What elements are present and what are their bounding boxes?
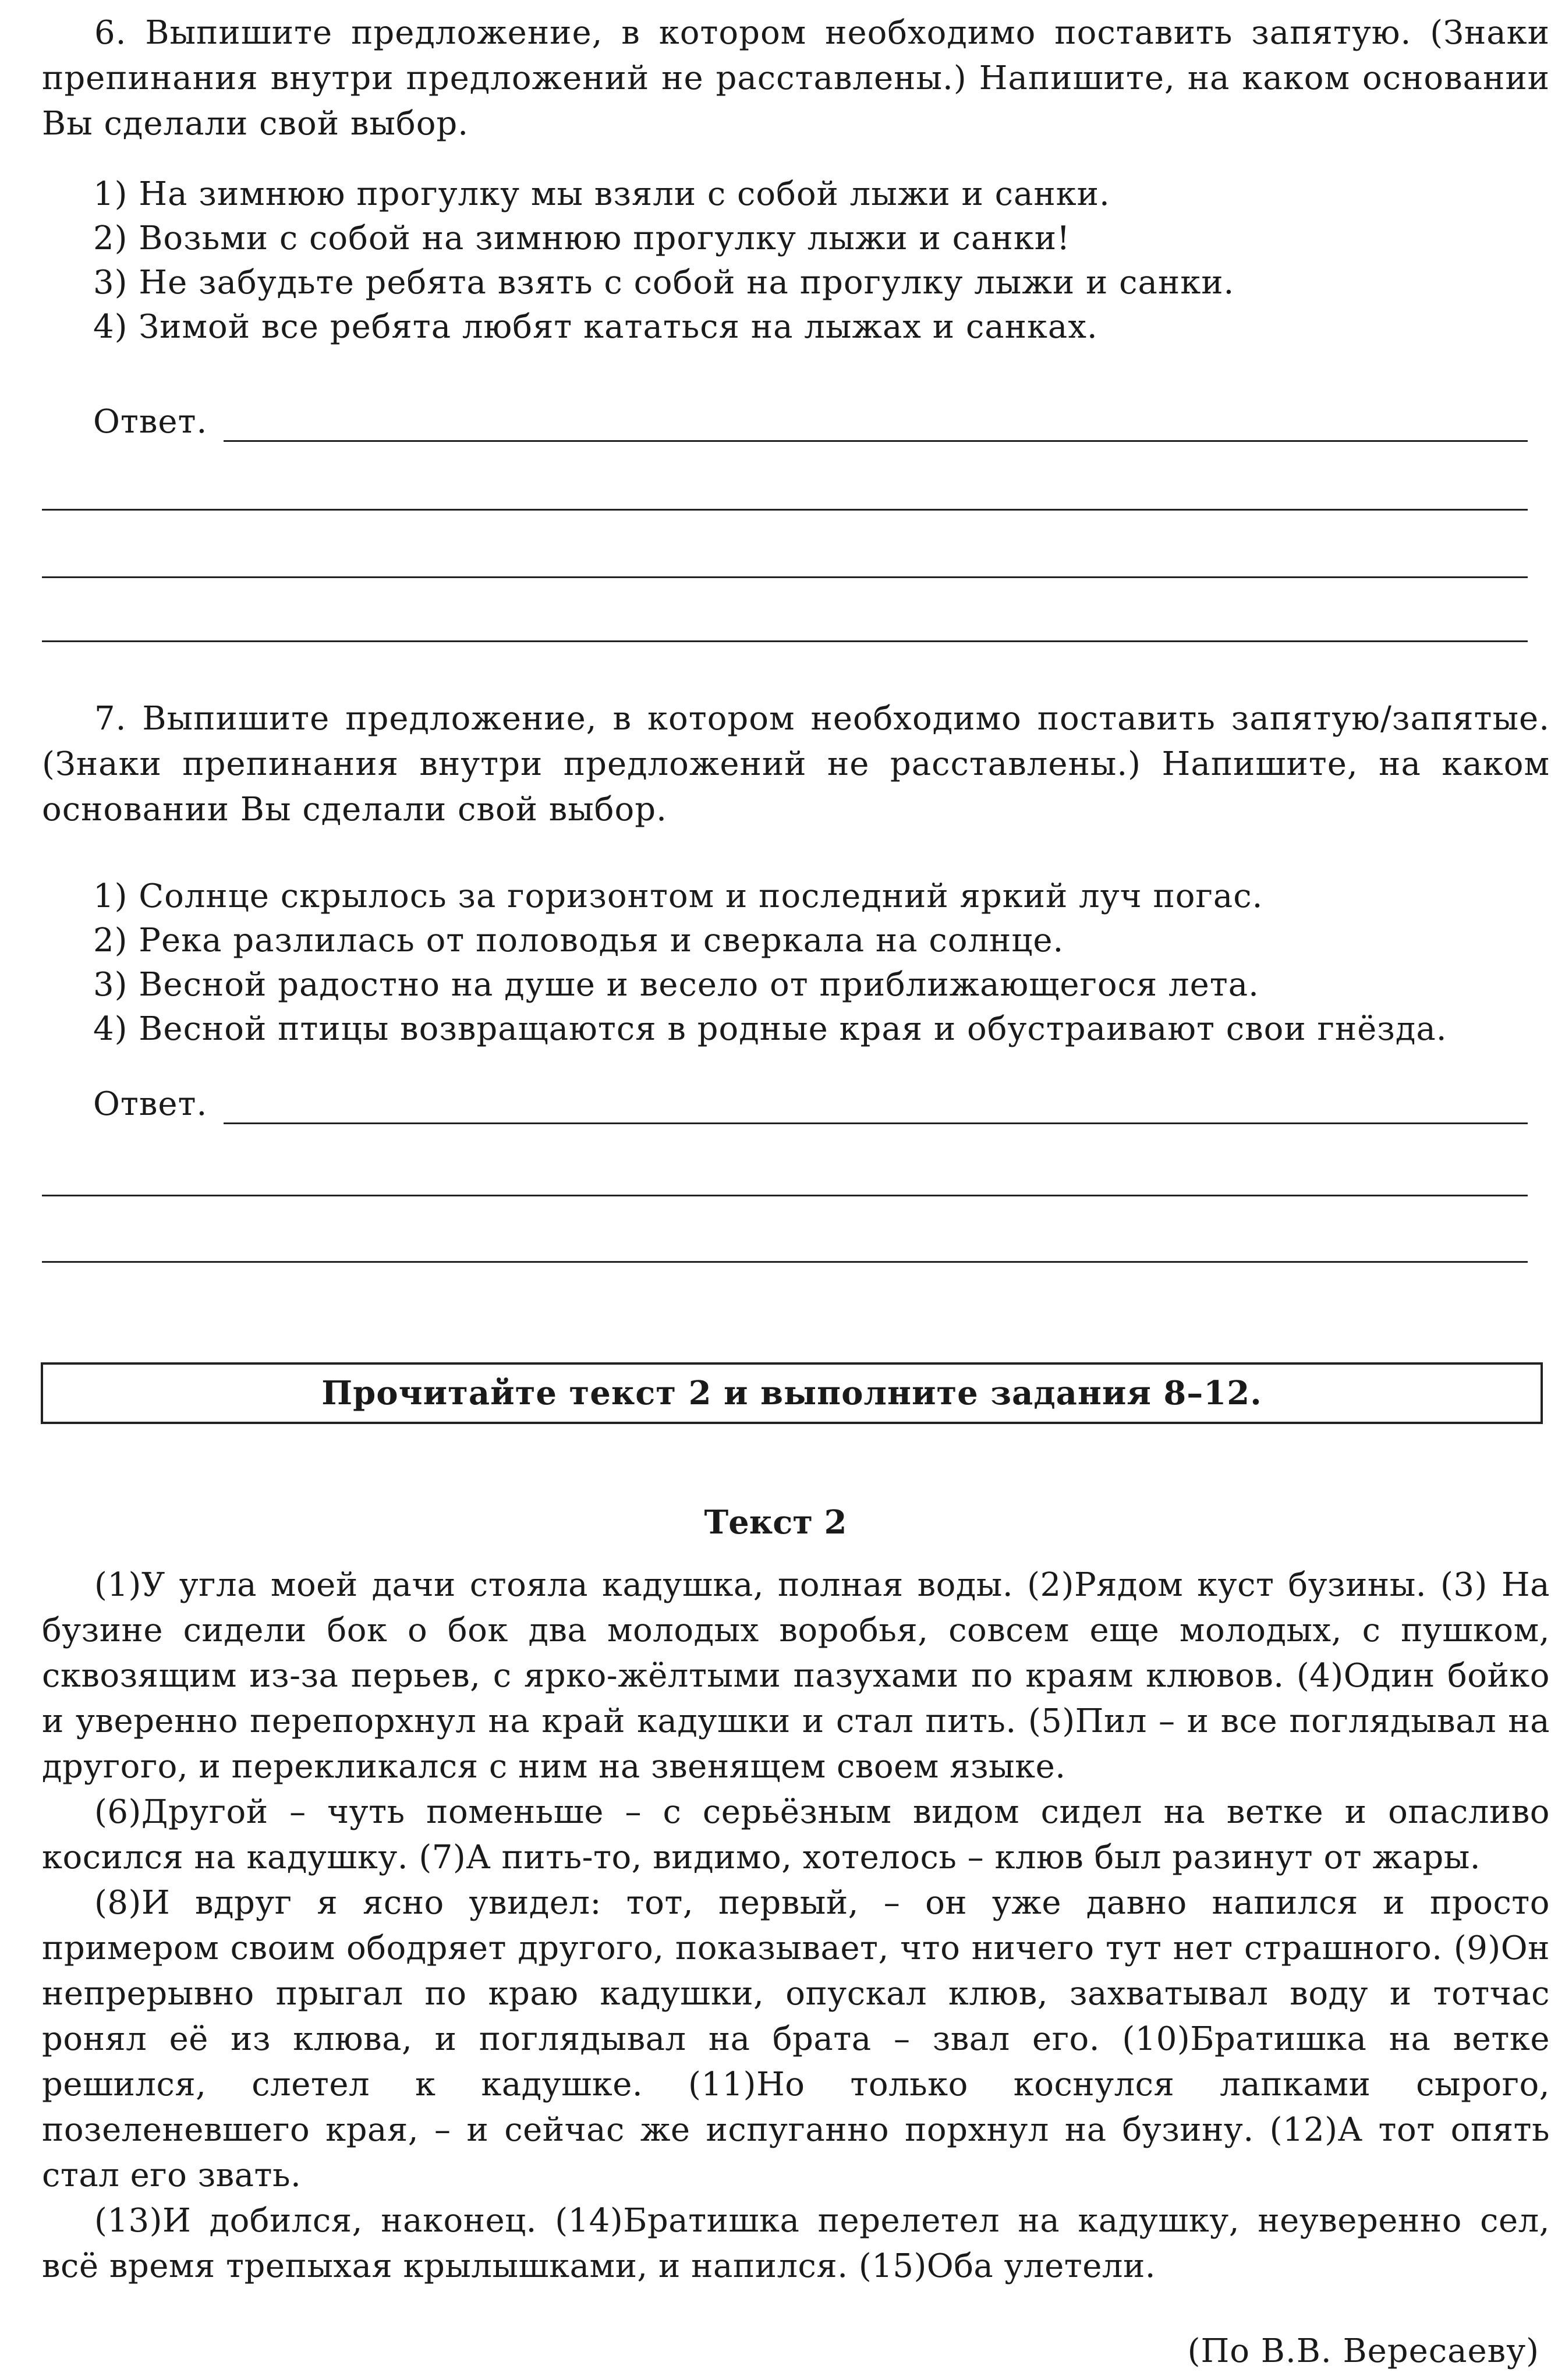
text-2-paragraph-2: (6)Другой – чуть поменьше – с серьёзным видом сидел на ветке и опасливо косился на кадушку. (7)А пить-то, видимо, хотелось – клюв был разинут от жары. — [42, 1793, 1550, 1876]
task-6-prompt: 6. Выпишите предложение, в котором необходимо поставить запятую. (Знаки препинания внутри предложений не расставлены.) Напишите, на каком основании Вы сделали свой выбор. — [42, 14, 1550, 143]
instruction-text: Прочитайте текст 2 и выполните задания 8–12. — [321, 1374, 1262, 1412]
task-6-answer-line-3[interactable] — [42, 576, 1528, 578]
task-6-answer-line-2[interactable] — [42, 509, 1528, 511]
task-6-option-3: 3) Не забудьте ребята взять с собой на прогулку лыжи и санки. — [93, 264, 1235, 302]
task-6-option-1: 1) На зимнюю прогулку мы взяли с собой лыжи и санки. — [93, 175, 1110, 213]
task-7-answer-line-2[interactable] — [42, 1195, 1528, 1196]
task-7-answer-line-3[interactable] — [42, 1261, 1528, 1263]
task-6-options — [93, 172, 1549, 349]
task-6-answer-line-4[interactable] — [42, 640, 1528, 642]
task-7-answer-label: Ответ. — [93, 1085, 208, 1123]
text-2-paragraph-1: (1)У угла моей дачи стояла кадушка, полная воды. (2)Рядом куст бузины. (3) На бузине сидели бок о бок два молодых воробья, совсем еще молодых, с пушком, сквозящим из-за перьев, с ярко-жёлтыми пазухами по краям клювов. (4)Один бойко и уверенно перепорхнул на край кадушки и стал пить. (5)Пил – и все поглядывал на другого, и перекликался с ним на звенящем своем языке. — [42, 1566, 1550, 1786]
text-2-title: Текст 2 — [704, 1503, 847, 1542]
text-2-source: (По В.В. Вересаеву) — [1187, 2332, 1539, 2370]
task-7-prompt: 7. Выпишите предложение, в котором необходимо поставить запятую/запятые. (Знаки препинания внутри предложений не расставлены.) Напишите, на каком основании Вы сделали свой выбор. — [42, 700, 1550, 828]
task-7-options — [93, 874, 1549, 1051]
text-2-paragraph-3: (8)И вдруг я ясно увидел: тот, первый, – он уже давно напился и просто примером своим ободряет другого, показывает, что ничего тут нет страшного. (9)Он непрерывно прыгал по краю кадушки, опускал клюв, захватывал воду и тотчас ронял её из клюва, и поглядывал на брата – звал его. (10)Братишка на ветке решился, слетел к кадушке. (11)Но только коснулся лапками сырого, позеленевшего края, – и сейчас же испуганно порхнул на бузину. (12)А тот опять стал его звать. — [42, 1884, 1550, 2194]
task-7-option-3: 3) Весной радостно на душе и весело от приближающегося лета. — [93, 966, 1259, 1004]
task-7-option-2: 2) Река разлилась от половодья и сверкала на солнце. — [93, 922, 1064, 959]
task-6-option-4: 4) Зимой все ребята любят кататься на лыжах и санках. — [93, 308, 1098, 346]
instruction-box — [41, 1362, 1543, 1424]
task-7-answer-line-1[interactable] — [224, 1122, 1528, 1124]
text-2-paragraph-4: (13)И добился, наконец. (14)Братишка перелетел на кадушку, неуверенно сел, всё время трепыхая крылышками, и напился. (15)Оба улетели. — [42, 2202, 1550, 2285]
task-6-answer-label: Ответ. — [93, 403, 208, 441]
text-2-body — [42, 1563, 1550, 2289]
task-6-answer-line-1[interactable] — [224, 440, 1528, 442]
task-6-option-2: 2) Возьми с собой на зимнюю прогулку лыжи и санки! — [93, 219, 1071, 257]
task-7-option-1: 1) Солнце скрылось за горизонтом и последний яркий луч погас. — [93, 877, 1263, 915]
task-7-option-4: 4) Весной птицы возвращаются в родные края и обустраивают свои гнёзда. — [93, 1010, 1447, 1048]
